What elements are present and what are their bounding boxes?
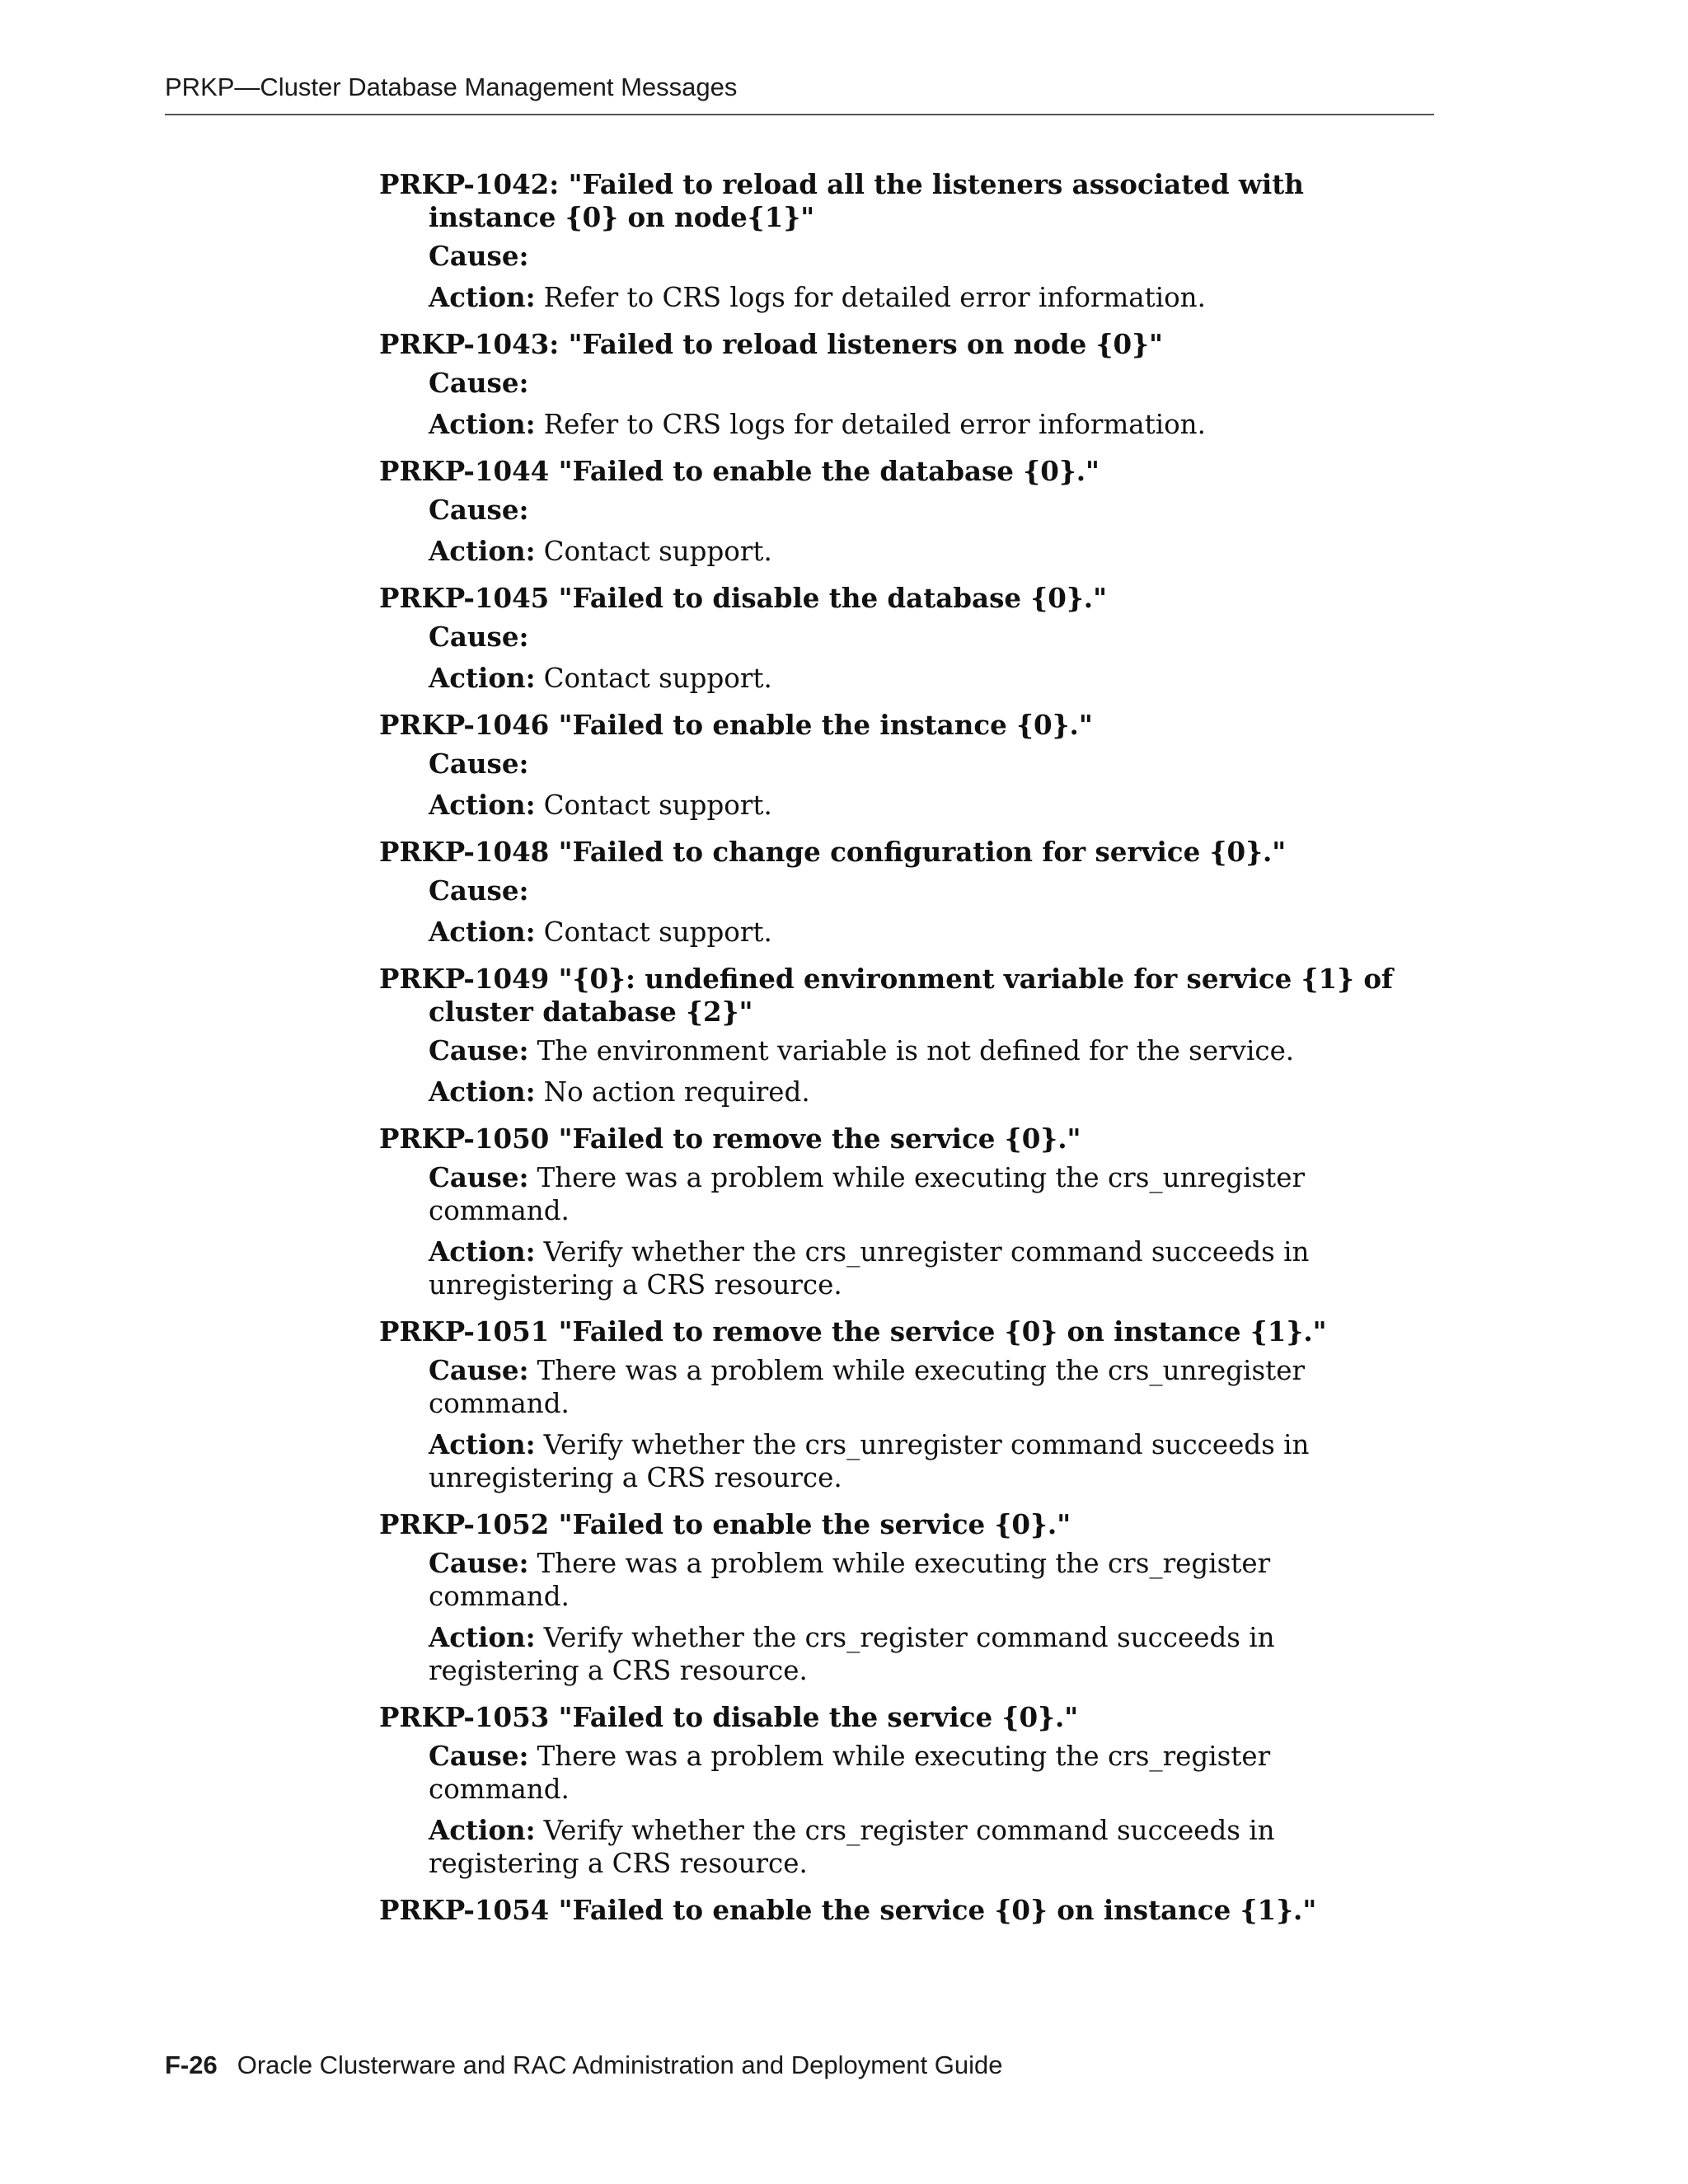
action-line [429, 408, 1418, 441]
message-entry [379, 709, 1418, 822]
action-label: Action: [429, 789, 536, 821]
action-label: Action: [429, 1235, 536, 1268]
cause-label: Cause: [429, 1034, 529, 1066]
cause-line [429, 621, 1418, 654]
message-entry [379, 1894, 1418, 1927]
action-text: Verify whether the crs_register command succeeds in registering a CRS resource. [429, 1815, 1275, 1879]
action-line [429, 789, 1418, 822]
action-text: Verify whether the crs_unregister command succeeds in unregistering a CRS resource. [429, 1429, 1310, 1493]
message-entry [379, 1122, 1418, 1301]
action-label: Action: [429, 1076, 536, 1108]
action-label: Action: [429, 916, 536, 948]
message-title: PRKP-1052 "Failed to enable the service {0}." [379, 1508, 1071, 1540]
running-header: PRKP—Cluster Database Management Messages [165, 73, 738, 101]
cause-label: Cause: [429, 494, 529, 526]
cause-label: Cause: [429, 1547, 529, 1579]
running-footer [165, 2050, 1002, 2080]
cause-text: There was a problem while executing the crs_unregister command. [429, 1355, 1305, 1419]
action-text: Verify whether the crs_register command succeeds in registering a CRS resource. [429, 1622, 1275, 1686]
cause-text: There was a problem while executing the crs_unregister command. [429, 1162, 1305, 1226]
message-entry [379, 168, 1418, 314]
cause-label: Cause: [429, 621, 529, 653]
message-entry [379, 1508, 1418, 1687]
cause-line [429, 1354, 1418, 1420]
action-line [429, 1076, 1418, 1108]
action-text: Verify whether the crs_unregister command succeeds in unregistering a CRS resource. [429, 1236, 1310, 1301]
action-label: Action: [429, 1814, 536, 1846]
action-line [429, 535, 1418, 568]
message-entry [379, 963, 1418, 1108]
action-label: Action: [429, 662, 536, 694]
message-title: PRKP-1050 "Failed to remove the service {0}." [379, 1122, 1081, 1155]
action-line [429, 1621, 1418, 1687]
message-entry [379, 328, 1418, 441]
action-label: Action: [429, 1428, 536, 1460]
cause-text: The environment variable is not defined for the service. [537, 1035, 1295, 1066]
action-line [429, 1428, 1418, 1494]
message-entry [379, 455, 1418, 568]
action-text: Contact support. [543, 790, 772, 821]
cause-label: Cause: [429, 874, 529, 907]
cause-label: Cause: [429, 1354, 529, 1386]
cause-line [429, 240, 1418, 273]
message-title: PRKP-1046 "Failed to enable the instance {0}." [379, 709, 1093, 741]
action-line [429, 281, 1418, 314]
header-divider [165, 114, 1434, 115]
cause-line [429, 1740, 1418, 1806]
action-line [429, 1235, 1418, 1301]
cause-label: Cause: [429, 240, 529, 272]
action-text: Refer to CRS logs for detailed error information. [543, 409, 1206, 440]
cause-text: There was a problem while executing the crs_register command. [429, 1548, 1271, 1612]
cause-line [429, 748, 1418, 780]
action-label: Action: [429, 1621, 536, 1653]
action-text: Contact support. [543, 916, 772, 948]
message-entry [379, 582, 1418, 695]
action-text: No action required. [543, 1076, 810, 1108]
action-label: Action: [429, 408, 536, 440]
page-number: F-26 [165, 2050, 218, 2079]
cause-label: Cause: [429, 748, 529, 780]
message-title: PRKP-1053 "Failed to disable the service {0}." [379, 1701, 1079, 1733]
message-title: PRKP-1044 "Failed to enable the database {0}." [379, 455, 1100, 487]
message-title: PRKP-1049 "{0}: undefined environment variable for service {1} of cluster database {2}" [379, 963, 1394, 1028]
message-list [379, 168, 1418, 1941]
message-title: PRKP-1054 "Failed to enable the service {0} on instance {1}." [379, 1894, 1317, 1926]
cause-line [429, 1161, 1418, 1227]
cause-label: Cause: [429, 367, 529, 399]
cause-label: Cause: [429, 1740, 529, 1772]
action-text: Refer to CRS logs for detailed error information. [543, 282, 1206, 313]
message-title: PRKP-1043: "Failed to reload listeners on node {0}" [379, 328, 1163, 360]
action-text: Contact support. [543, 536, 772, 567]
action-line [429, 916, 1418, 949]
book-title: Oracle Clusterware and RAC Administration and Deployment Guide [237, 2050, 1003, 2079]
cause-line [429, 1034, 1418, 1067]
action-label: Action: [429, 535, 536, 567]
action-line [429, 1814, 1418, 1880]
cause-line [429, 874, 1418, 907]
message-title: PRKP-1045 "Failed to disable the database {0}." [379, 582, 1108, 614]
message-entry [379, 1701, 1418, 1880]
action-label: Action: [429, 281, 536, 313]
action-line [429, 662, 1418, 695]
cause-line [429, 367, 1418, 400]
message-title: PRKP-1051 "Failed to remove the service {0} on instance {1}." [379, 1315, 1327, 1347]
action-text: Contact support. [543, 663, 772, 694]
cause-line [429, 494, 1418, 527]
message-entry [379, 1315, 1418, 1494]
cause-text: There was a problem while executing the crs_register command. [429, 1741, 1271, 1805]
message-entry [379, 836, 1418, 949]
cause-label: Cause: [429, 1161, 529, 1193]
message-title: PRKP-1042: "Failed to reload all the listeners associated with instance {0} on node{1}" [379, 168, 1304, 233]
cause-line [429, 1547, 1418, 1613]
message-title: PRKP-1048 "Failed to change configuration for service {0}." [379, 836, 1287, 868]
